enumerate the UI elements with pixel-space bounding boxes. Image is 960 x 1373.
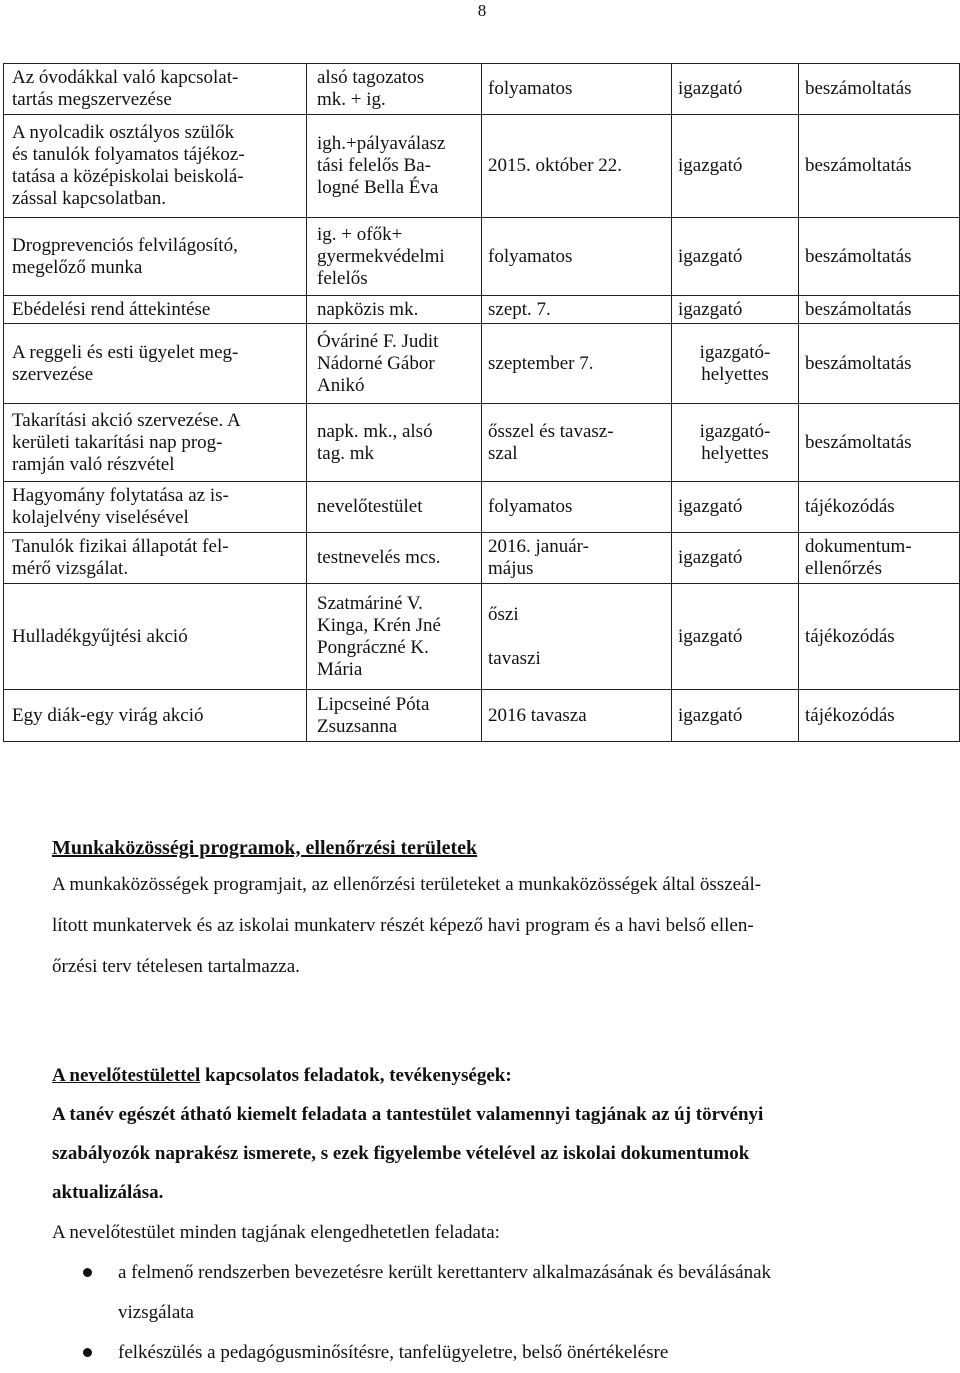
- heading-rest: kapcsolatos feladatok, tevékenységek:: [200, 1065, 512, 1086]
- method-cell: beszámoltatás: [805, 431, 912, 453]
- checker-cell: igazgató: [678, 496, 743, 517]
- method-cell: dokumentum- ellenőrzés: [805, 536, 912, 579]
- deadline-cell: 2016 tavasza: [488, 704, 587, 726]
- deadline-cell: ősszel és tavasz- szal: [488, 420, 614, 464]
- task-cell: Hagyomány folytatása az is- kolajelvény viselésével: [12, 485, 229, 528]
- responsible-cell: ig. + ofők+ gyermekvédelmi felelős: [317, 223, 445, 289]
- responsible-cell: testnevelés mcs.: [317, 547, 441, 568]
- table-row: [4, 296, 960, 324]
- task-cell: Az óvodákkal való kapcsolat- tartás megszervezése: [12, 67, 239, 110]
- task-cell: Tanulók fizikai állapotát fel- mérő vizsgálat.: [12, 536, 229, 579]
- paragraph-line: A tanév egészét átható kiemelt feladata a tantestület valamennyi tagjának az új törvényi: [52, 1104, 764, 1125]
- deadline-cell: folyamatos: [488, 496, 573, 517]
- deadline-cell: folyamatos: [488, 78, 573, 99]
- bullet-dot-icon: [83, 1268, 92, 1277]
- bullet-dot-icon: [83, 1348, 92, 1357]
- paragraph-line: aktualizálása.: [52, 1182, 164, 1203]
- responsible-cell: napközis mk.: [317, 298, 419, 320]
- list-item-continuation: [52, 1293, 932, 1333]
- task-cell: Ebédelési rend áttekintése: [12, 298, 211, 320]
- responsible-cell: alsó tagozatos mk. + ig.: [317, 67, 425, 110]
- list-item-text: vizsgálata: [118, 1302, 194, 1323]
- method-cell: beszámoltatás: [805, 245, 912, 267]
- task-cell: Takarítási akció szervezése. A kerületi takarítási nap prog- ramján való részvétel: [12, 409, 241, 475]
- task-cell: Hulladékgyűjtési akció: [12, 625, 188, 647]
- checker-cell: igazgató: [678, 298, 743, 320]
- responsible-cell: Lipcseiné Póta Zsuzsanna: [317, 693, 430, 737]
- task-cell: A nyolcadik osztályos szülők és tanulók folyamatos tájékoz- tatása a középiskolai beiskolá- zással kapcsolatban.: [12, 122, 245, 209]
- table-row: [4, 115, 960, 218]
- section-heading-work-communities: Munkaközösségi programok, ellenőrzési területek: [52, 837, 478, 859]
- responsible-cell: nevelőtestület: [317, 496, 423, 517]
- list-item-text: felkészülés a pedagógusminősítésre, tanfelügyeletre, belső önértékelésre: [118, 1342, 669, 1363]
- task-bullet-list: [52, 1253, 932, 1373]
- checker-cell: igazgató: [678, 704, 743, 726]
- deadline-cell: szeptember 7.: [488, 352, 594, 374]
- task-cell: A reggeli és esti ügyelet meg- szervezése: [12, 341, 239, 385]
- deadline-cell: őszi tavaszi: [488, 603, 541, 669]
- table-row: [4, 690, 960, 742]
- method-cell: beszámoltatás: [805, 155, 912, 176]
- highlighted-paragraph: [52, 1095, 912, 1212]
- list-item-text: a felmenő rendszerben bevezetésre került kerettanterv alkalmazásának és beválásának: [118, 1262, 772, 1283]
- checker-cell: igazgató- helyettes: [699, 420, 771, 464]
- intro-line: A nevelőtestület minden tagjának elengedhetetlen feladata:: [52, 1222, 500, 1243]
- responsible-cell: Szatmáriné V. Kinga, Krén Jné Pongráczné K. Mária: [317, 592, 441, 680]
- responsible-cell: napk. mk., alsó tag. mk: [317, 420, 433, 464]
- table-row: [4, 218, 960, 296]
- list-item: [52, 1333, 932, 1373]
- checker-cell: igazgató- helyettes: [699, 341, 771, 385]
- paragraph-line: lított munkatervek és az iskolai munkaterv részét képező havi program és a havi belső ellen-: [52, 915, 754, 936]
- method-cell: beszámoltatás: [805, 352, 912, 374]
- paragraph-line: szabályozók naprakész ismerete, s ezek figyelembe vételével az iskolai dokumentumok: [52, 1143, 750, 1164]
- paragraph-line: A munkaközösségek programjait, az ellenőrzési területeket a munkaközösségek által összeál-: [52, 874, 762, 895]
- table-row: [4, 404, 960, 482]
- deadline-cell: 2016. január- május: [488, 536, 589, 579]
- table-row: [4, 533, 960, 584]
- task-plan-table: [3, 63, 960, 742]
- deadline-cell: 2015. október 22.: [488, 155, 623, 176]
- checker-cell: igazgató: [678, 625, 743, 647]
- table-row: [4, 482, 960, 533]
- task-cell: Drogprevenciós felvilágosító, megelőző munka: [12, 234, 238, 278]
- heading-underlined-part: A nevelőtestülettel: [52, 1065, 201, 1086]
- deadline-cell: folyamatos: [488, 245, 573, 267]
- method-cell: beszámoltatás: [805, 78, 912, 99]
- checker-cell: igazgató: [678, 78, 743, 99]
- checker-cell: igazgató: [678, 547, 743, 568]
- table-row: [4, 64, 960, 115]
- deadline-cell: szept. 7.: [488, 298, 551, 320]
- method-cell: beszámoltatás: [805, 298, 912, 320]
- responsible-cell: Óváriné F. Judit Nádorné Gábor Anikó: [317, 330, 439, 396]
- page-number: 8: [477, 1, 487, 20]
- checker-cell: igazgató: [678, 245, 743, 267]
- task-cell: Egy diák-egy virág akció: [12, 704, 204, 726]
- section-heading-staff-tasks: [52, 1064, 512, 1088]
- table-row: [4, 584, 960, 690]
- method-cell: tájékozódás: [805, 704, 895, 726]
- paragraph-line: őrzési terv tételesen tartalmazza.: [52, 956, 300, 977]
- responsible-cell: igh.+pályaválasz tási felelős Ba- logné Bella Éva: [317, 133, 446, 198]
- section-paragraph: [52, 864, 912, 987]
- method-cell: tájékozódás: [805, 625, 895, 647]
- list-item: [52, 1253, 932, 1293]
- table-row: [4, 324, 960, 404]
- checker-cell: igazgató: [678, 155, 743, 176]
- method-cell: tájékozódás: [805, 496, 895, 517]
